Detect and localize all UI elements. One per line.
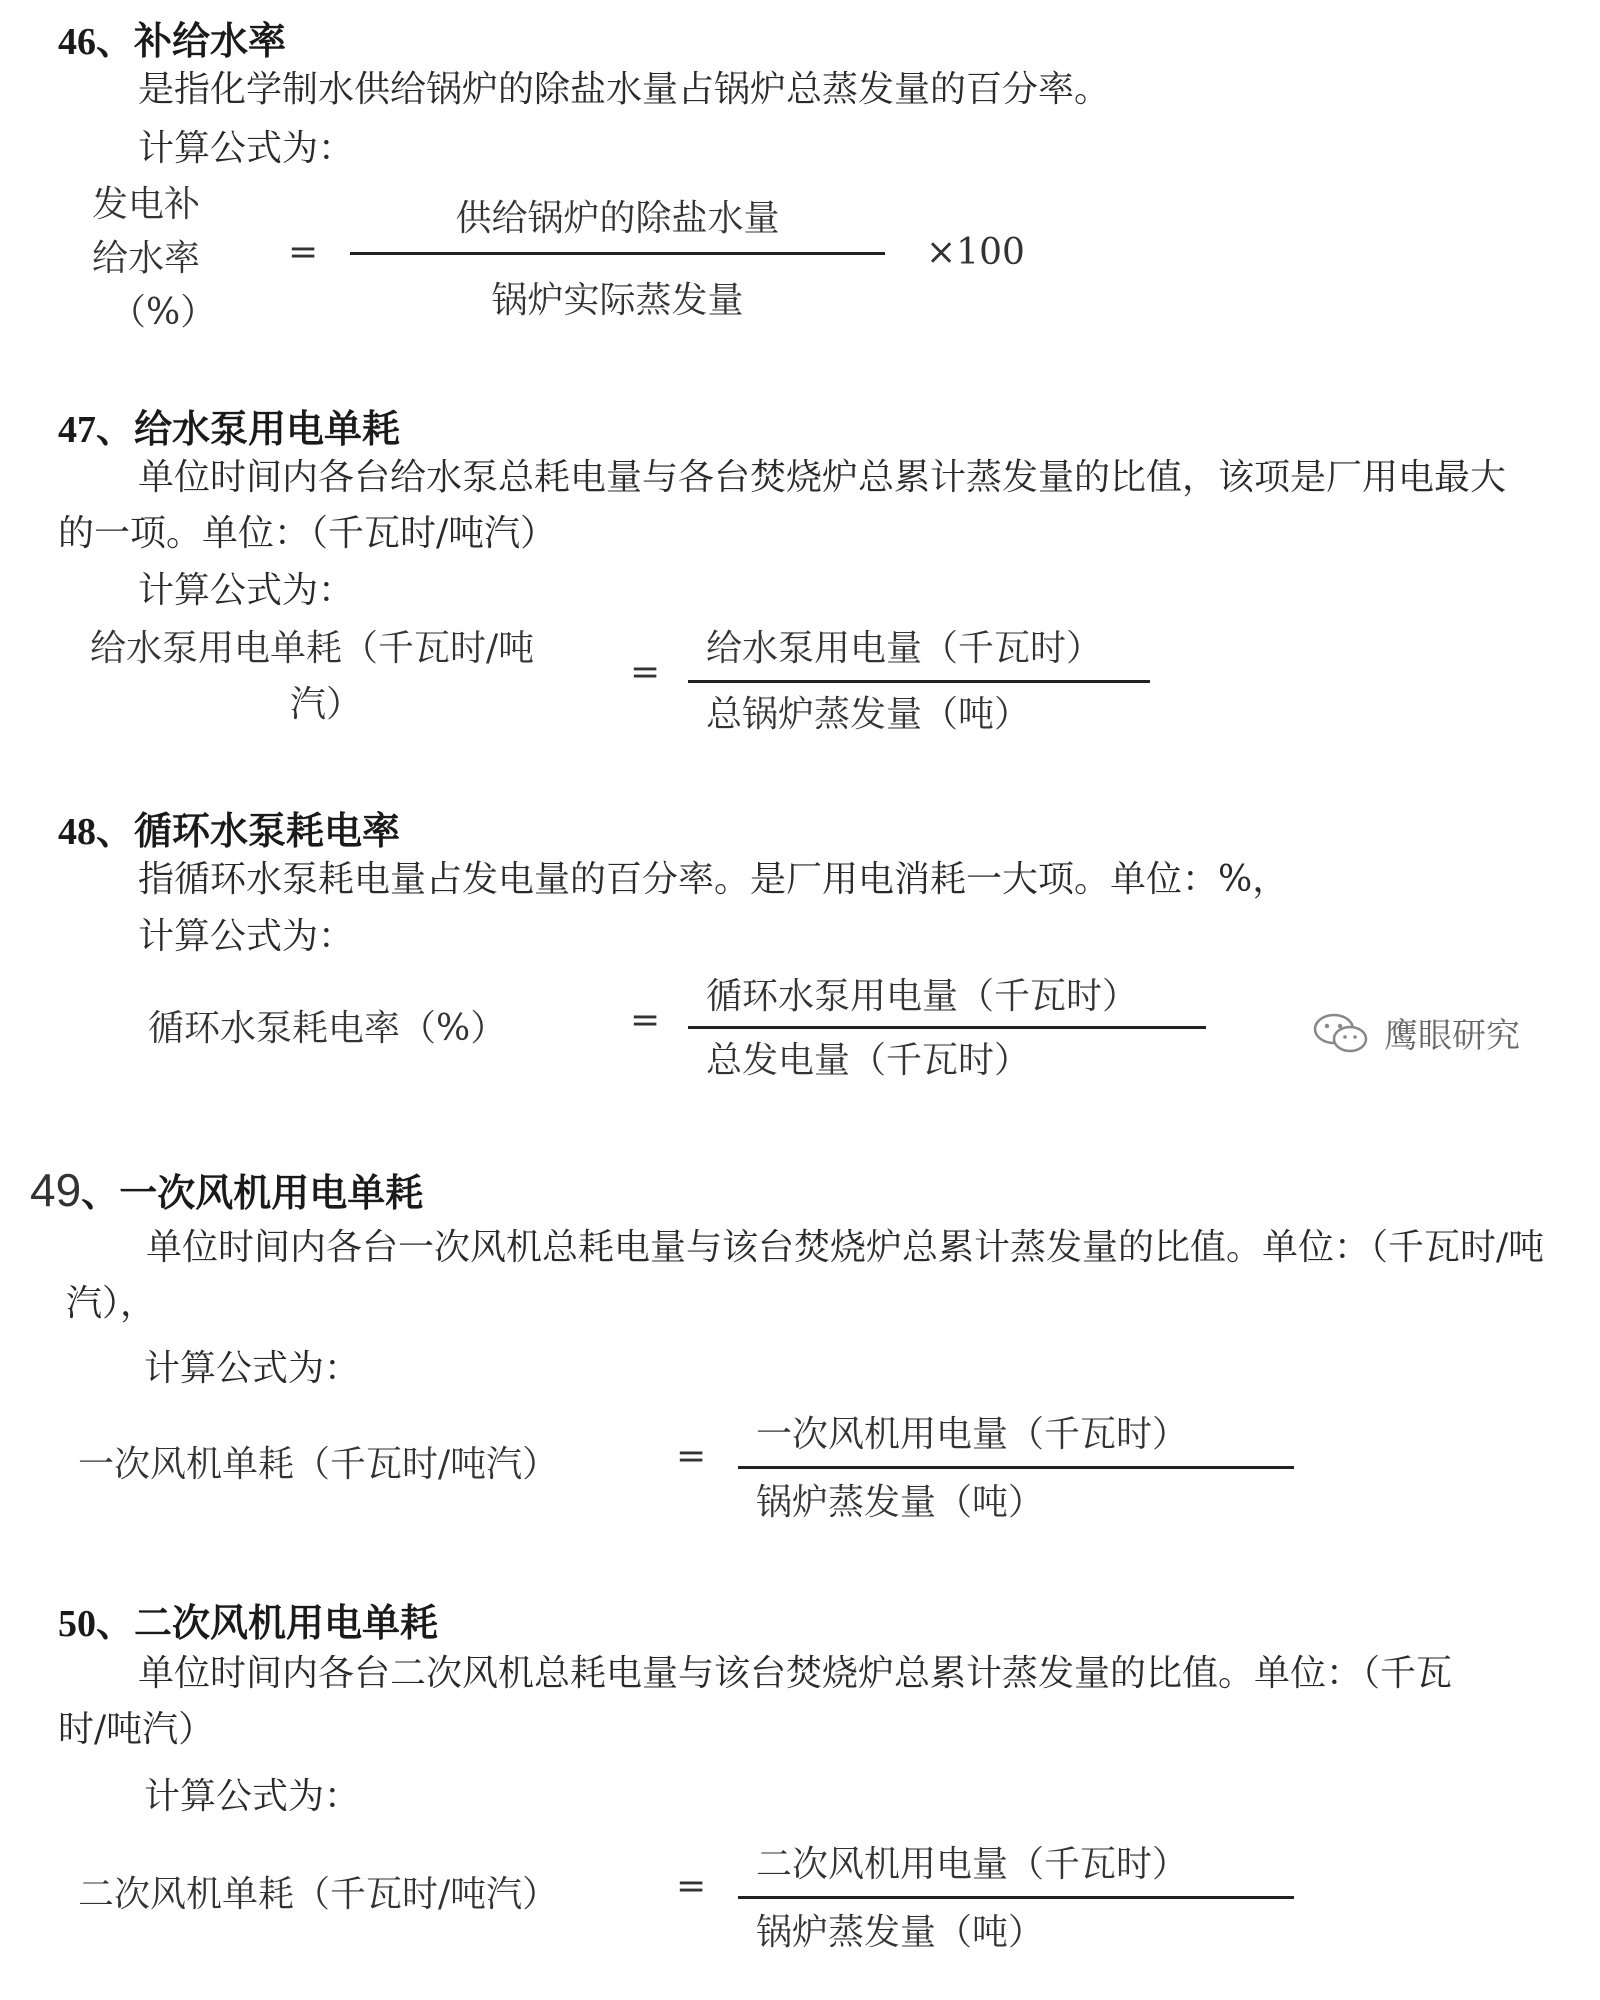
section-number: 50、 [58, 1603, 135, 1645]
formula-lhs-line: 给水率 [92, 238, 201, 279]
formula-denominator: 总锅炉蒸发量（吨） [706, 694, 1031, 735]
watermark-text: 鹰眼研究 [1384, 1016, 1520, 1056]
fraction-bar [738, 1466, 1294, 1469]
section-title: 二次风机用电单耗 [134, 1600, 439, 1645]
formula-equals: = [676, 1866, 707, 1907]
formula-lhs-line: 发电补 [92, 184, 201, 225]
formula-label: 计算公式为： [144, 1348, 361, 1389]
section-paragraph: 指循环水泵耗电量占发电量的百分率。是厂用电消耗一大项。单位：%， [138, 859, 1289, 900]
section-heading [58, 800, 400, 855]
section-number: 48、 [58, 811, 135, 853]
section-number-suffix: 、 [81, 1170, 120, 1215]
formula-equals: = [676, 1436, 707, 1477]
fraction-bar [738, 1896, 1294, 1899]
section-heading [30, 1162, 423, 1217]
formula-label: 计算公式为： [138, 916, 355, 957]
fraction-bar [688, 680, 1150, 683]
formula-lhs: 二次风机单耗（千瓦时/吨汽） [78, 1874, 559, 1915]
section-number: 49 [30, 1164, 82, 1216]
section-number: 46、 [58, 21, 135, 63]
formula-numerator: 给水泵用电量（千瓦时） [706, 628, 1103, 669]
fraction-bar [350, 252, 885, 255]
section-title: 一次风机用电单耗 [119, 1170, 424, 1215]
section-title: 补给水率 [134, 18, 287, 63]
formula-numerator: 供给锅炉的除盐水量 [455, 198, 780, 239]
formula-denominator: 锅炉蒸发量（吨） [756, 1912, 1045, 1953]
section-number: 47、 [58, 409, 135, 451]
formula-denominator: 锅炉实际蒸发量 [491, 280, 744, 321]
formula-lhs: 一次风机单耗（千瓦时/吨汽） [78, 1444, 559, 1485]
section-title: 给水泵用电单耗 [134, 406, 401, 451]
section-heading [58, 10, 286, 65]
formula-denominator: 总发电量（千瓦时） [706, 1040, 1031, 1081]
section-paragraph: 是指化学制水供给锅炉的除盐水量占锅炉总蒸发量的百分率。 [138, 69, 1111, 110]
formula-label: 计算公式为： [138, 570, 355, 611]
section-paragraph: 单位时间内各台二次风机总耗电量与该台焚烧炉总累计蒸发量的比值。单位：（千瓦时/吨汽） [58, 1653, 1453, 1750]
wechat-icon [1310, 1011, 1372, 1055]
formula-numerator: 二次风机用电量（千瓦时） [756, 1844, 1189, 1885]
formula-equals: = [288, 232, 319, 273]
formula-lhs-line: （%） [110, 292, 217, 333]
fraction-bar [688, 1026, 1206, 1029]
formula-equals: = [630, 1000, 661, 1041]
section-title: 循环水泵耗电率 [134, 808, 401, 853]
formula-lhs-line: 汽） [290, 684, 363, 725]
formula-label: 计算公式为： [138, 128, 355, 169]
formula-equals: = [630, 652, 661, 693]
section-paragraph: 单位时间内各台给水泵总耗电量与各台焚烧炉总累计蒸发量的比值，该项是厂用电最大的一项。单位：（千瓦时/吨汽） [58, 457, 1507, 554]
formula-denominator: 锅炉蒸发量（吨） [756, 1482, 1045, 1523]
section-heading [58, 398, 400, 453]
formula-numerator: 循环水泵用电量（千瓦时） [706, 976, 1139, 1017]
formula-lhs: 循环水泵耗电率（%） [148, 1008, 507, 1049]
watermark [1310, 1008, 1520, 1057]
formula-lhs-line: 给水泵用电单耗（千瓦时/吨 [90, 628, 535, 669]
formula-numerator: 一次风机用电量（千瓦时） [756, 1414, 1189, 1455]
formula-label: 计算公式为： [144, 1776, 361, 1817]
section-paragraph: 单位时间内各台一次风机总耗电量与该台焚烧炉总累计蒸发量的比值。单位：（千瓦时/吨汽）， [66, 1227, 1545, 1324]
formula-multiplier: ×100 [926, 232, 1025, 273]
section-heading [58, 1592, 438, 1647]
